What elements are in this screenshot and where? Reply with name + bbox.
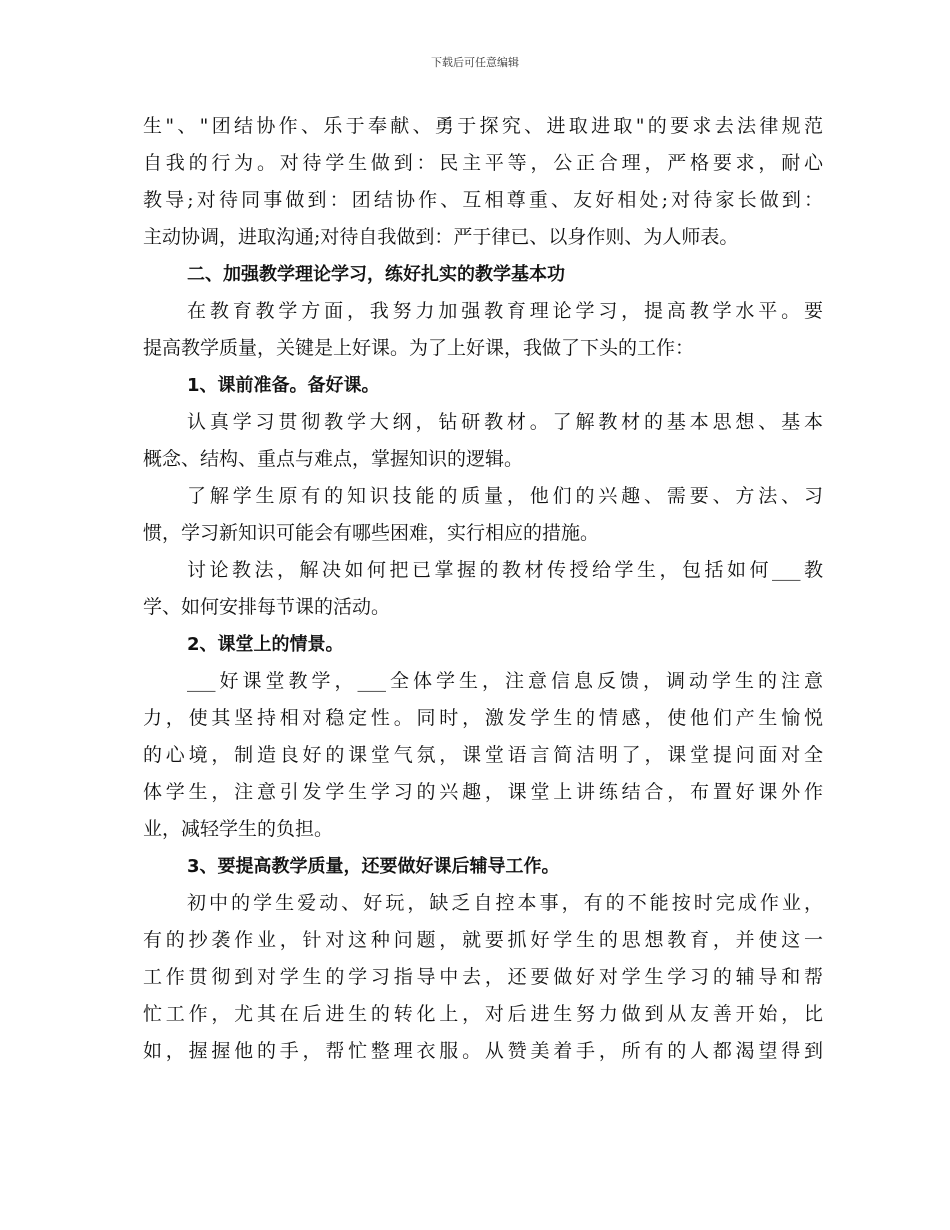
text-line: 教导;对待同事做到：团结协作、互相尊重、友好相处;对待家长做到： (143, 189, 823, 211)
paragraph-first-line: 在教育教学方面，我努力加强教育理论学习，提高教学水平。要 (187, 300, 823, 322)
text-line: 忙工作，尤其在后进生的转化上，对后进生努力做到从友善开始，比 (143, 1003, 823, 1025)
document-body (143, 108, 823, 1070)
text-line: 自我的行为。对待学生做到：民主平等，公正合理，严格要求，耐心 (143, 152, 823, 174)
subsection-heading: 1、课前准备。备好课。 (187, 375, 380, 396)
paragraph-first-line: 认真学习贯彻教学大纲，钻研教材。了解教材的基本思想、基本 (187, 411, 823, 433)
text-line: 如，握握他的手，帮忙整理衣服。从赞美着手，所有的人都渴望得到 (143, 1040, 823, 1062)
paragraph-first-line: 初中的学生爱动、好玩，缺乏自控本事，有的不能按时完成作业， (187, 892, 823, 914)
text-line: 生"、"团结协作、乐于奉献、勇于探究、进取进取"的要求去法律规范 (143, 115, 823, 137)
text-line: 概念、结构、重点与难点，掌握知识的逻辑。 (143, 448, 524, 470)
text-line: 主动协调，进取沟通;对待自我做到：严于律已、以身作则、为人师表。 (143, 226, 739, 248)
paragraph-first-line: ___好课堂教学，___全体学生，注意信息反馈，调动学生的注意 (187, 670, 823, 692)
paragraph-first-line: 了解学生原有的知识技能的质量，他们的兴趣、需要、方法、习 (187, 485, 823, 507)
page-header: 下载后可任意编辑 (431, 56, 519, 69)
text-line: 学、如何安排每节课的活动。 (143, 596, 391, 618)
paragraph-first-line: 讨论教法，解决如何把已掌握的教材传授给学生，包括如何___教 (187, 559, 823, 581)
text-line: 体学生，注意引发学生学习的兴趣，课堂上讲练结合，布置好课外作 (143, 781, 823, 803)
subsection-heading: 3、要提高教学质量，还要做好课后辅导工作。 (187, 856, 560, 877)
text-line: 力，使其坚持相对稳定性。同时，激发学生的情感，使他们产生愉悦 (143, 707, 823, 729)
text-line: 业，减轻学生的负担。 (143, 818, 334, 840)
section-heading: 二、加强教学理论学习，练好扎实的教学基本功 (187, 264, 565, 285)
text-line: 工作贯彻到对学生的学习指导中去，还要做好对学生学习的辅导和帮 (143, 966, 823, 988)
text-line: 的心境，制造良好的课堂气氛，课堂语言简洁明了，课堂提问面对全 (143, 744, 823, 766)
text-line: 有的抄袭作业，针对这种问题，就要抓好学生的思想教育，并使这一 (143, 929, 823, 951)
text-line: 惯，学习新知识可能会有哪些困难，实行相应的措施。 (143, 522, 600, 544)
subsection-heading: 2、课堂上的情景。 (187, 634, 344, 655)
text-line: 提高教学质量，关键是上好课。为了上好课，我做了下头的工作： (143, 337, 695, 359)
